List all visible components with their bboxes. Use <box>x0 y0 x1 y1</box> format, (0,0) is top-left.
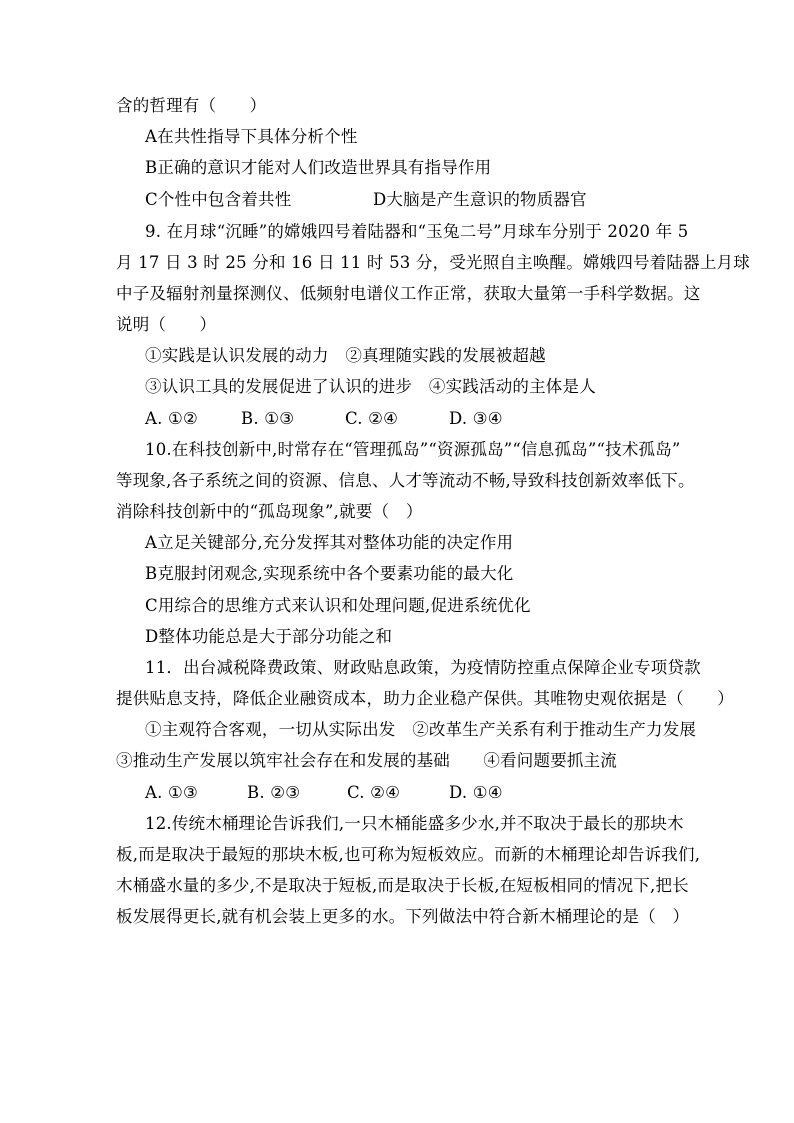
q8-stem-tail: 含的哲理有（ ） <box>116 96 267 115</box>
q12-stem-line-3: 木桶盛水量的多少,不是取决于短板,而是取决于长板,在短板相同的情况下,把长 <box>116 876 689 895</box>
q12-stem-line-2: 板,而是取决于最短的那块木板,也可称为短板效应。而新的木桶理论却告诉我们, <box>116 845 701 864</box>
q11-statements-line-1: ①主观符合客观，一切从实际出发 ②改革生产关系有利于推动生产力发展 <box>145 720 697 739</box>
q9-stem-line-3: 中子及辐射剂量探测仪、低频射电谱仪工作正常，获取大量第一手科学数据。这 <box>116 284 701 303</box>
q11-stem-line-1: 11．出台减税降费政策、财政贴息政策，为疫情防控重点保障企业专项贷款 <box>145 658 701 677</box>
q10-option-d: D整体功能总是大于部分功能之和 <box>145 627 393 646</box>
q10-option-c: C用综合的思维方式来认识和处理问题,促进系统优化 <box>145 596 531 615</box>
q8-option-c: C个性中包含着共性 <box>145 190 292 209</box>
q9-choice-c: C. ②④ <box>345 409 399 428</box>
q10-stem-line-1: 10.在科技创新中,时常存在“管理孤岛”“资源孤岛”“信息孤岛”“技术孤岛” <box>145 440 681 459</box>
q11-choice-b: B. ②③ <box>247 783 301 802</box>
q9-stem-line-2: 月 17 日 3 时 25 分和 16 日 11 时 53 分，受光照自主唤醒。嫦娥四号着陆器上月球 <box>116 253 750 272</box>
q9-choice-a: A. ①② <box>145 409 198 428</box>
q11-choice-a: A. ①③ <box>145 783 198 802</box>
q12-stem-line-4: 板发展得更长,就有机会装上更多的水。下列做法中符合新木桶理论的是（ ） <box>116 907 690 926</box>
q9-statements-line-2: ③认识工具的发展促进了认识的进步 ④实践活动的主体是人 <box>145 377 596 396</box>
q9-choices <box>145 409 503 429</box>
q12-stem-line-1: 12.传统木桶理论告诉我们,一只木桶能盛多少水,并不取决于最长的那块木 <box>145 814 684 833</box>
q11-choice-c: C. ②④ <box>347 783 401 802</box>
q9-stem-line-1: 9. 在月球“沉睡”的嫦娥四号着陆器和“玉兔二号”月球车分别于 2020 年 5 <box>145 222 689 241</box>
q8-option-b: B正确的意识才能对人们改造世界具有指导作用 <box>145 158 492 177</box>
q9-choice-b: B. ①③ <box>241 409 295 428</box>
q10-option-a: A立足关键部分,充分发挥其对整体功能的决定作用 <box>145 533 514 552</box>
q9-stem-line-4: 说明（ ） <box>116 315 217 334</box>
q9-statements-line-1: ①实践是认识发展的动力 ②真理随实践的发展被超越 <box>145 346 546 365</box>
q11-stem-line-2: 提供贴息支持，降低企业融资成本，助力企业稳产保供。其唯物史观依据是（ ） <box>116 689 734 708</box>
q8-option-a: A在共性指导下具体分析个性 <box>145 127 358 146</box>
q11-choice-d: D. ①④ <box>449 783 503 802</box>
q10-stem-line-2: 等现象,各子系统之间的资源、信息、人才等流动不畅,导致科技创新效率低下。 <box>116 471 695 490</box>
q10-stem-line-3: 消除科技创新中的“孤岛现象”,就要（ ） <box>116 502 423 521</box>
q9-choice-d: D. ③④ <box>449 409 503 428</box>
q11-choices <box>145 783 503 803</box>
q11-statements-line-2: ③推动生产发展以筑牢社会存在和发展的基础 ④看问题要抓主流 <box>116 751 617 770</box>
q10-option-b: B克服封闭观念,实现系统中各个要素功能的最大化 <box>145 564 514 583</box>
q8-option-d: D大脑是产生意识的物质器官 <box>373 190 587 209</box>
